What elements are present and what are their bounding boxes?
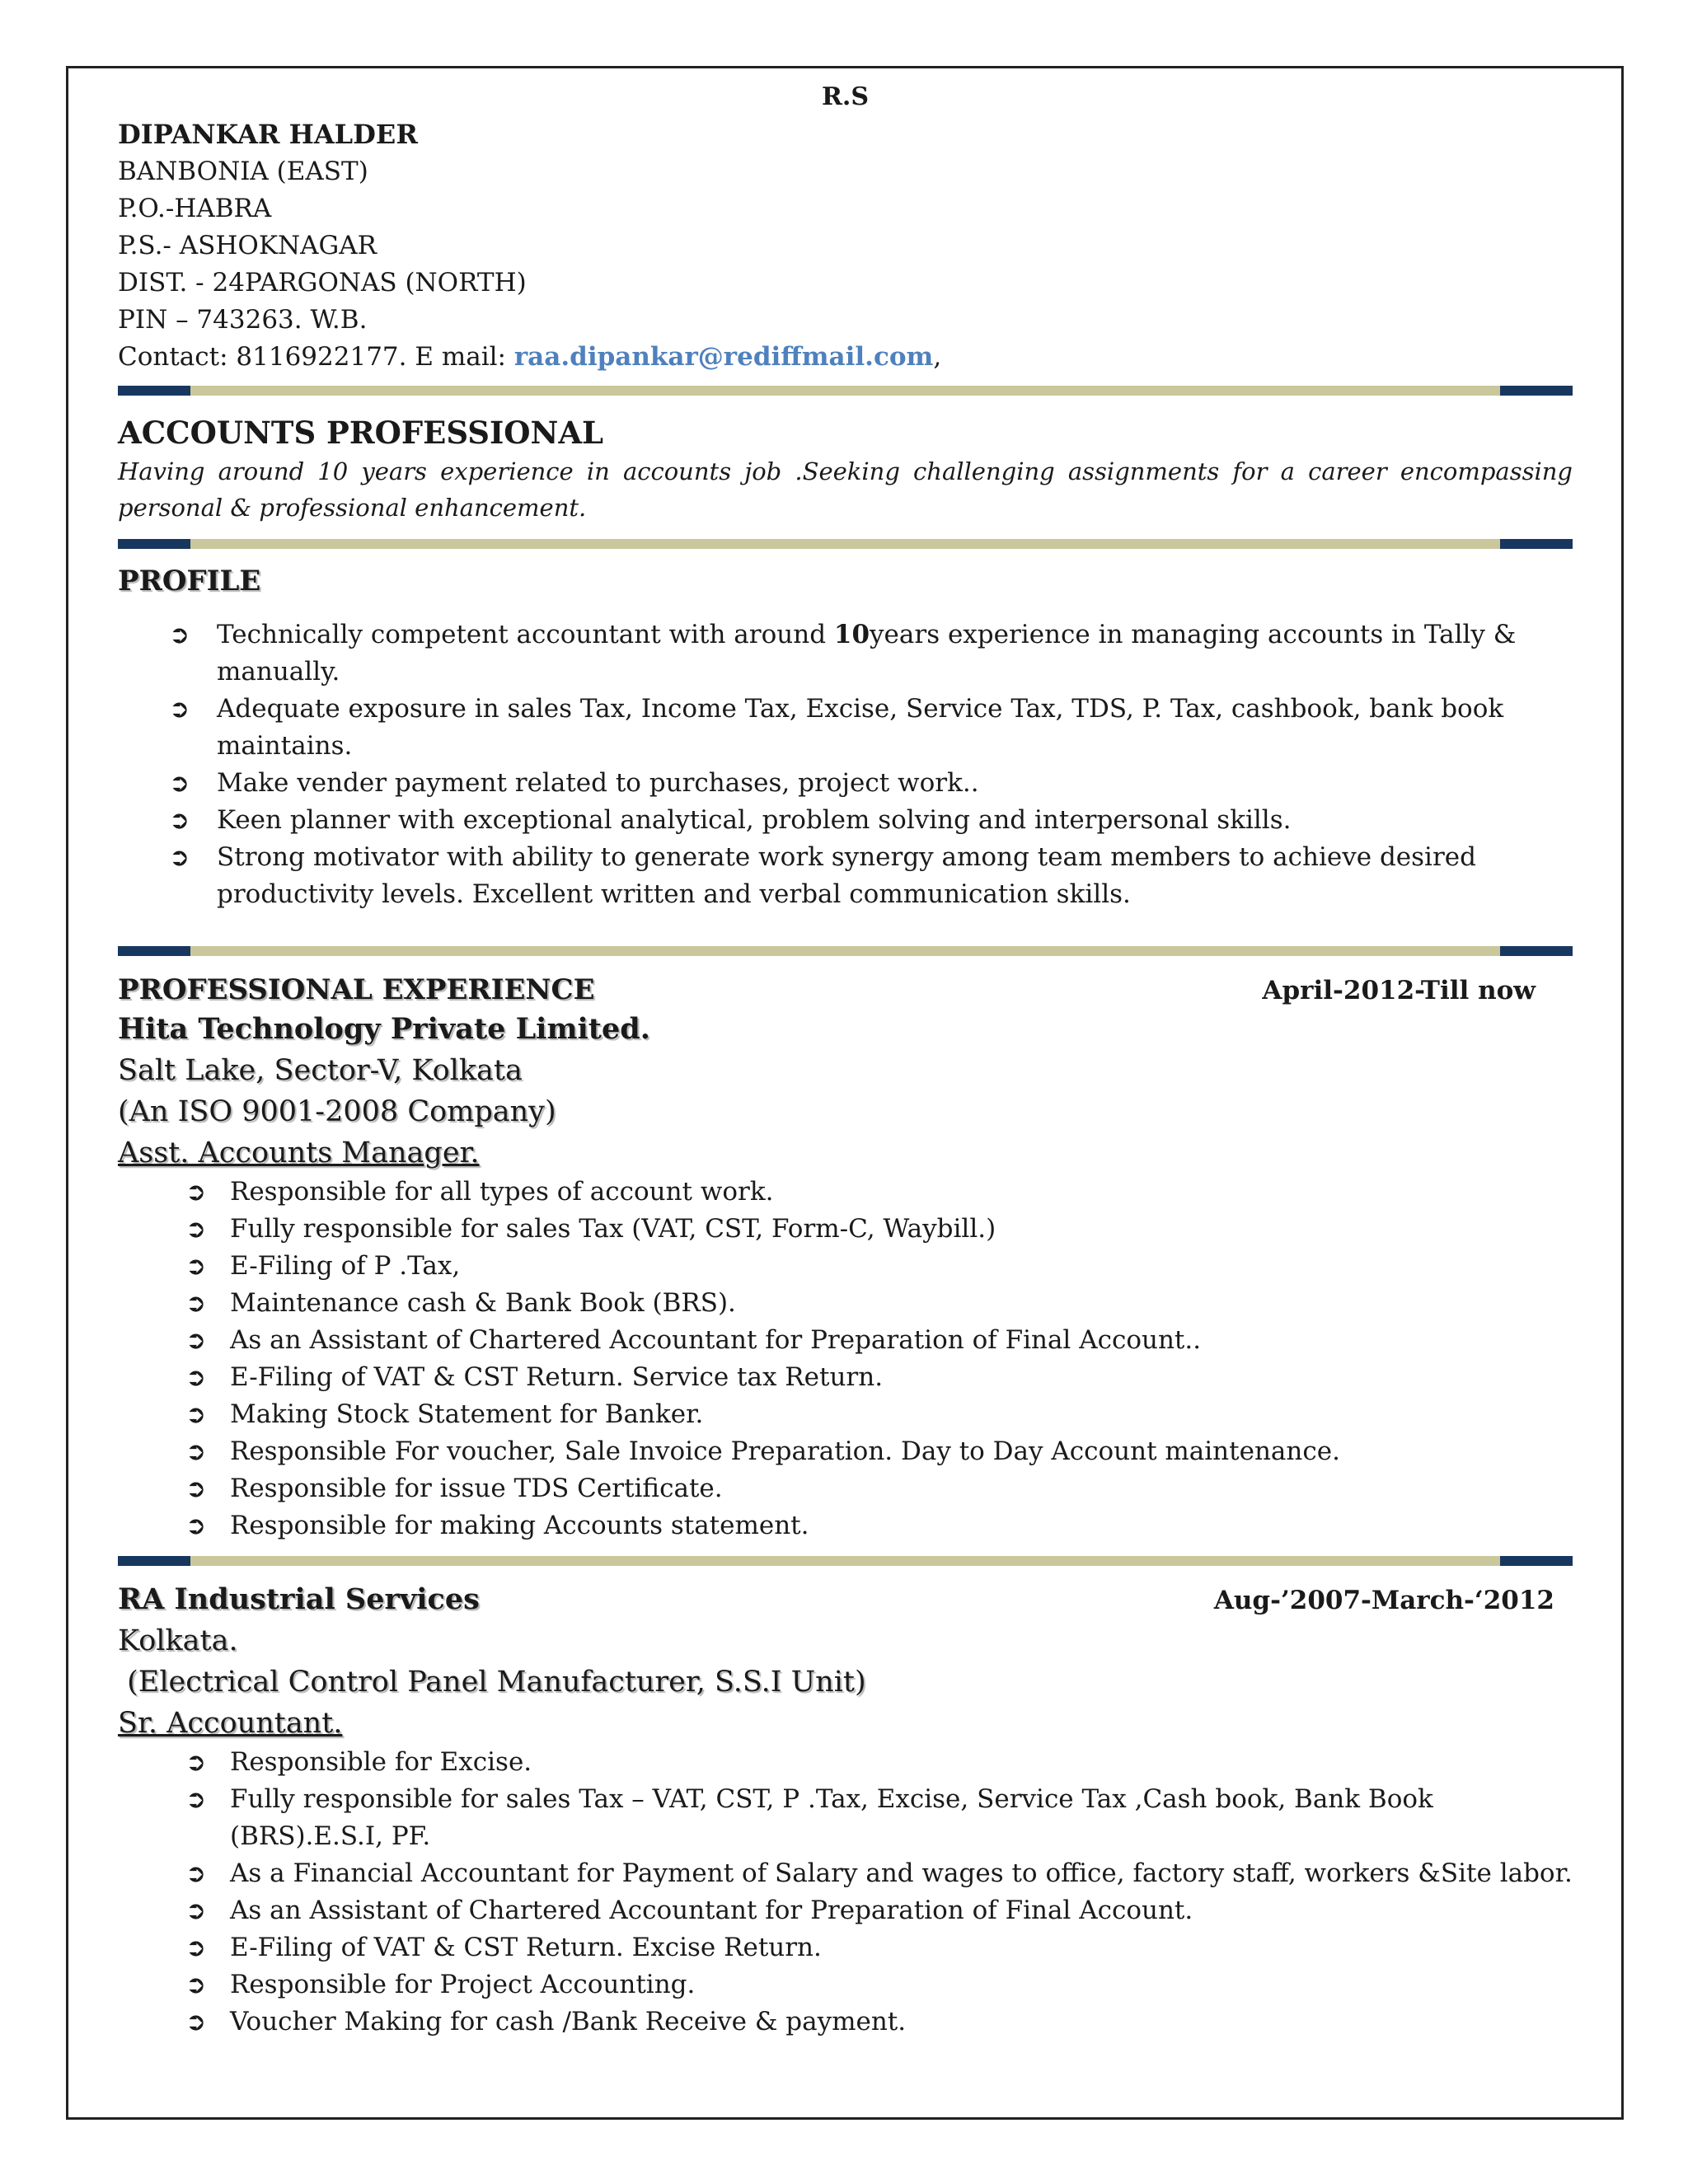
profile-title: PROFILE xyxy=(118,565,261,598)
company-location: Salt Lake, Sector-V, Kolkata xyxy=(118,1054,523,1087)
arrow-bullet-icon: ➲ xyxy=(185,1289,207,1318)
objective-title: ACCOUNTS PROFESSIONAL xyxy=(118,415,604,451)
list-item xyxy=(118,1892,1573,1929)
arrow-bullet-icon: ➲ xyxy=(185,1400,207,1429)
duty-text: As an Assistant of Chartered Accountant for Preparation of Final Account.. xyxy=(230,1325,1202,1355)
duty-text: E-Filing of P .Tax, xyxy=(230,1251,461,1281)
arrow-bullet-icon: ➲ xyxy=(185,1785,207,1814)
arrow-bullet-icon: ➲ xyxy=(169,621,190,649)
duty-text: Making Stock Statement for Banker. xyxy=(230,1399,704,1429)
address-line: BANBONIA (EAST) xyxy=(118,157,368,186)
duty-text: As an Assistant of Chartered Accountant for Preparation of Final Account. xyxy=(230,1896,1193,1925)
arrow-bullet-icon: ➲ xyxy=(185,1748,207,1777)
duty-list xyxy=(118,1744,1573,2041)
arrow-bullet-icon: ➲ xyxy=(169,769,190,798)
contact-line xyxy=(118,339,1573,376)
duty-list xyxy=(118,1174,1573,1544)
list-item xyxy=(118,839,1573,913)
duty-text: Maintenance cash & Bank Book (BRS). xyxy=(230,1288,736,1318)
arrow-bullet-icon: ➲ xyxy=(185,1437,207,1466)
contact-text: Contact: 8116922177. E mail: xyxy=(118,342,514,372)
profile-text: years experience in managing accounts in Tally & manually. xyxy=(217,620,1517,687)
arrow-bullet-icon: ➲ xyxy=(169,695,190,724)
list-item xyxy=(118,1470,1573,1507)
job-date: April-2012-Till now xyxy=(1262,976,1536,1005)
company-note: (Electrical Control Panel Manufacturer, S.S.I Unit) xyxy=(118,1666,866,1699)
list-item xyxy=(118,765,1573,802)
arrow-bullet-icon: ➲ xyxy=(185,1363,207,1392)
list-item xyxy=(118,802,1573,839)
duty-text: Responsible for making Accounts statement. xyxy=(230,1511,809,1540)
section-divider xyxy=(118,539,1573,549)
address-line: P.O.-HABRA xyxy=(118,194,272,223)
list-item xyxy=(118,1744,1573,1781)
email-link[interactable]: raa.dipankar@rediffmail.com xyxy=(513,342,934,372)
list-item xyxy=(118,1322,1573,1359)
duty-text: Responsible for all types of account work. xyxy=(230,1177,774,1207)
contact-suffix: , xyxy=(933,342,942,372)
section-divider xyxy=(118,386,1573,396)
duty-text: Responsible for issue TDS Certificate. xyxy=(230,1474,723,1503)
arrow-bullet-icon: ➲ xyxy=(185,1896,207,1925)
list-item xyxy=(118,1507,1573,1544)
arrow-bullet-icon: ➲ xyxy=(169,806,190,835)
duty-text: Fully responsible for sales Tax (VAT, CST, Form-C, Waybill.) xyxy=(230,1214,996,1244)
profile-text: Make vender payment related to purchases, project work.. xyxy=(217,768,979,798)
list-item xyxy=(118,691,1573,765)
list-item xyxy=(118,1396,1573,1433)
list-item xyxy=(118,1781,1573,1855)
section-divider xyxy=(118,1556,1573,1566)
list-item xyxy=(118,1211,1573,1248)
list-item xyxy=(118,1855,1573,1892)
company-note: (An ISO 9001-2008 Company) xyxy=(118,1095,556,1128)
duty-text: E-Filing of VAT & CST Return. Service tax Return. xyxy=(230,1362,884,1392)
arrow-bullet-icon: ➲ xyxy=(185,1215,207,1244)
experience-title: PROFESSIONAL EXPERIENCE xyxy=(118,973,595,1006)
company-name: Hita Technology Private Limited. xyxy=(118,1012,650,1046)
address-line: P.S.- ASHOKNAGAR xyxy=(118,231,377,260)
job-role: Asst. Accounts Manager. xyxy=(118,1137,480,1169)
list-item xyxy=(118,2004,1573,2041)
list-item xyxy=(118,1966,1573,2004)
address-line: PIN – 743263. W.B. xyxy=(118,305,368,335)
arrow-bullet-icon: ➲ xyxy=(185,1178,207,1207)
address-line: DIST. - 24PARGONAS (NORTH) xyxy=(118,268,527,298)
list-item xyxy=(118,1174,1573,1211)
duty-text: Voucher Making for cash /Bank Receive & payment. xyxy=(230,2007,907,2036)
profile-text: Keen planner with exceptional analytical, problem solving and interpersonal skills. xyxy=(217,805,1292,835)
duty-text: Responsible for Excise. xyxy=(230,1747,532,1777)
arrow-bullet-icon: ➲ xyxy=(185,1971,207,1999)
profile-text: Strong motivator with ability to generate work synergy among team members to achieve desired productivity levels. Excellent written and verbal communication skills. xyxy=(217,842,1476,909)
profile-emphasis: 10 xyxy=(833,620,870,649)
list-item xyxy=(118,1359,1573,1396)
arrow-bullet-icon: ➲ xyxy=(185,1933,207,1962)
duty-text: Fully responsible for sales Tax – VAT, CST, P .Tax, Excise, Service Tax ,Cash book, Bank Book (BRS).E.S.I, PF. xyxy=(230,1784,1433,1851)
section-divider xyxy=(118,946,1573,956)
duty-text: Responsible for Project Accounting. xyxy=(230,1970,696,1999)
arrow-bullet-icon: ➲ xyxy=(185,2008,207,2036)
arrow-bullet-icon: ➲ xyxy=(185,1511,207,1540)
duty-text: As a Financial Accountant for Payment of Salary and wages to office, factory staff, workers &Site labor. xyxy=(230,1858,1573,1888)
company-name: RA Industrial Services xyxy=(118,1582,480,1616)
list-item xyxy=(118,1248,1573,1285)
resume-document xyxy=(118,78,1573,2041)
list-item xyxy=(118,1929,1573,1966)
candidate-name: DIPANKAR HALDER xyxy=(118,119,418,150)
company-location: Kolkata. xyxy=(118,1624,238,1657)
job-header xyxy=(118,1579,1573,1620)
job-role: Sr. Accountant. xyxy=(118,1707,343,1740)
objective-text: Having around 10 years experience in accounts job .Seeking challenging assignments for a career encompassing personal & professional enhancement. xyxy=(118,457,1573,522)
profile-text: Technically competent accountant with around xyxy=(217,620,834,649)
job-date: Aug-’2007-March-‘2012 xyxy=(1213,1586,1554,1615)
duty-text: E-Filing of VAT & CST Return. Excise Return. xyxy=(230,1933,822,1962)
arrow-bullet-icon: ➲ xyxy=(185,1859,207,1888)
list-item xyxy=(118,1433,1573,1470)
arrow-bullet-icon: ➲ xyxy=(185,1252,207,1281)
top-code: R.S xyxy=(821,82,870,111)
arrow-bullet-icon: ➲ xyxy=(185,1474,207,1503)
profile-text: Adequate exposure in sales Tax, Income Tax, Excise, Service Tax, TDS, P. Tax, cashbook, bank book maintains. xyxy=(217,694,1504,761)
list-item xyxy=(118,616,1573,691)
list-item xyxy=(118,1285,1573,1322)
profile-list xyxy=(118,616,1573,913)
arrow-bullet-icon: ➲ xyxy=(169,843,190,872)
experience-header xyxy=(118,971,1573,1009)
duty-text: Responsible For voucher, Sale Invoice Preparation. Day to Day Account maintenance. xyxy=(230,1436,1340,1466)
arrow-bullet-icon: ➲ xyxy=(185,1326,207,1355)
